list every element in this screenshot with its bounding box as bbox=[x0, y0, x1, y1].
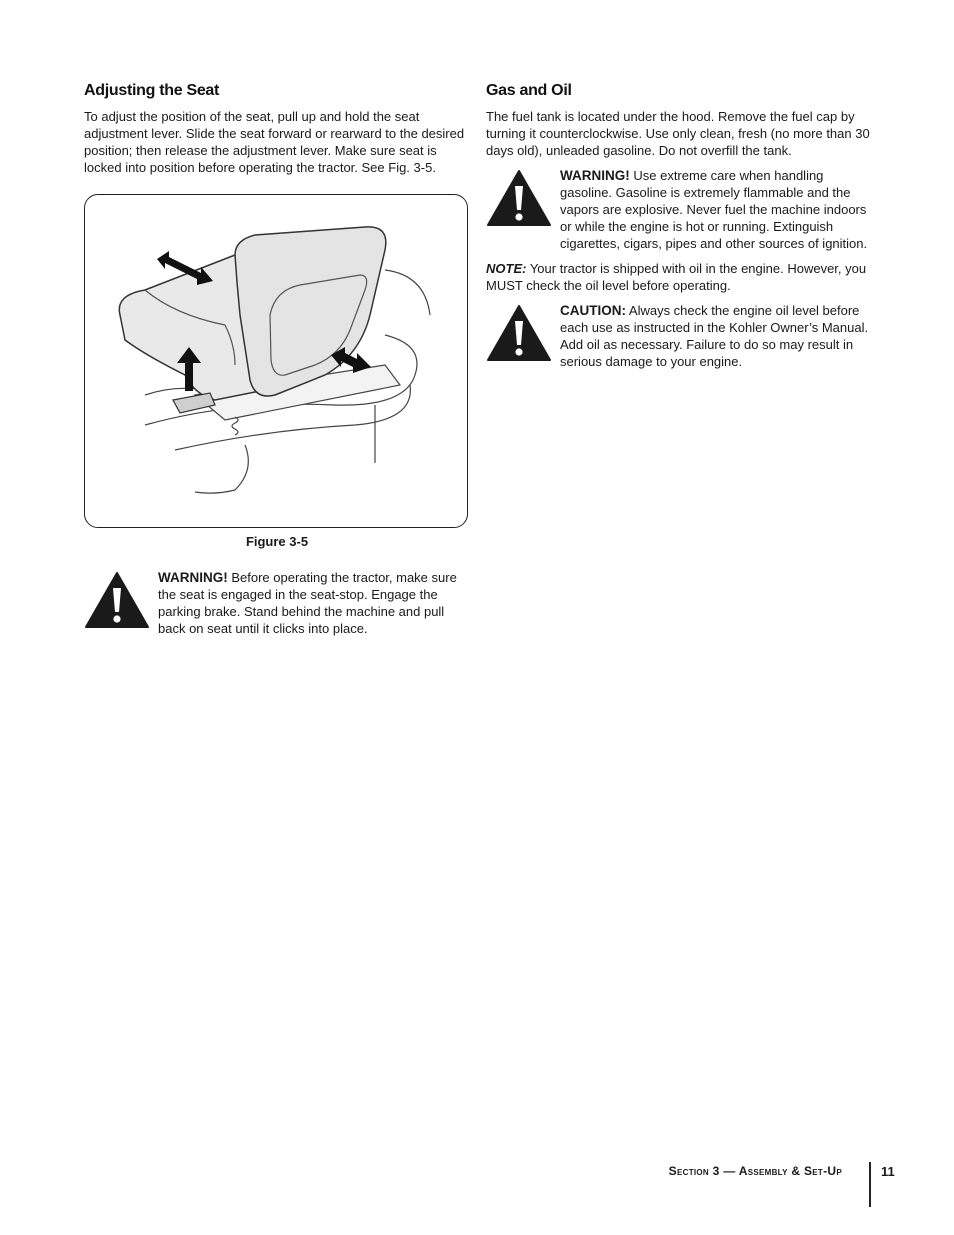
fuel-instructions: The fuel tank is located under the hood. Remove the fuel cap by turning it counterclockwise. Use only clean, fresh (no more than 30 days old), unleaded gasoline. Do not overfill the tank. bbox=[486, 109, 870, 158]
seat-illustration bbox=[85, 195, 468, 528]
gasoline-warning bbox=[486, 167, 876, 252]
section-heading-gas-oil: Gas and Oil bbox=[486, 82, 572, 99]
warning-triangle-icon bbox=[486, 304, 552, 362]
right-column bbox=[486, 82, 876, 370]
left-column bbox=[84, 82, 470, 637]
footer-divider bbox=[869, 1162, 871, 1207]
oil-note: NOTE: Your tractor is shipped with oil in the engine. However, you MUST check the oil level before operating. bbox=[486, 261, 867, 293]
oil-caution bbox=[486, 302, 876, 370]
seat-warning-text: WARNING! Before operating the tractor, make sure the seat is engaged in the seat-stop. Engage the parking brake. Stand behind the machine and pull back on seat until it clicks into place. bbox=[158, 570, 457, 636]
seat-warning bbox=[84, 569, 470, 637]
page-number: 11 bbox=[881, 1164, 895, 1179]
section-heading-seat: Adjusting the Seat bbox=[84, 82, 220, 99]
figure-caption: Figure 3-5 bbox=[245, 534, 309, 549]
figure-seat-adjustment bbox=[84, 194, 468, 528]
oil-caution-text: CAUTION: Always check the engine oil level before each use as instructed in the Kohler Owner’s Manual. Add oil as necessary. Failure to do so may result in serious damage to your engine. bbox=[560, 303, 869, 369]
warning-triangle-icon bbox=[84, 571, 150, 629]
warning-triangle-icon bbox=[486, 169, 552, 227]
seat-instructions: To adjust the position of the seat, pull up and hold the seat adjustment lever. Slide the seat forward or rearward to the desired position; then release the adjustment lever. Make sure seat is locked into position before operating the tractor. See Fig. 3-5. bbox=[84, 109, 465, 175]
gasoline-warning-text: WARNING! Use extreme care when handling gasoline. Gasoline is extremely flammable and the vapors are explosive. Never fuel the machine indoors or while the engine is hot or running. Extinguish cigarettes, cigars, pipes and other sources of ignition. bbox=[560, 168, 868, 251]
footer-section-title: Section 3 — Assembly & Set-Up bbox=[668, 1164, 842, 1178]
